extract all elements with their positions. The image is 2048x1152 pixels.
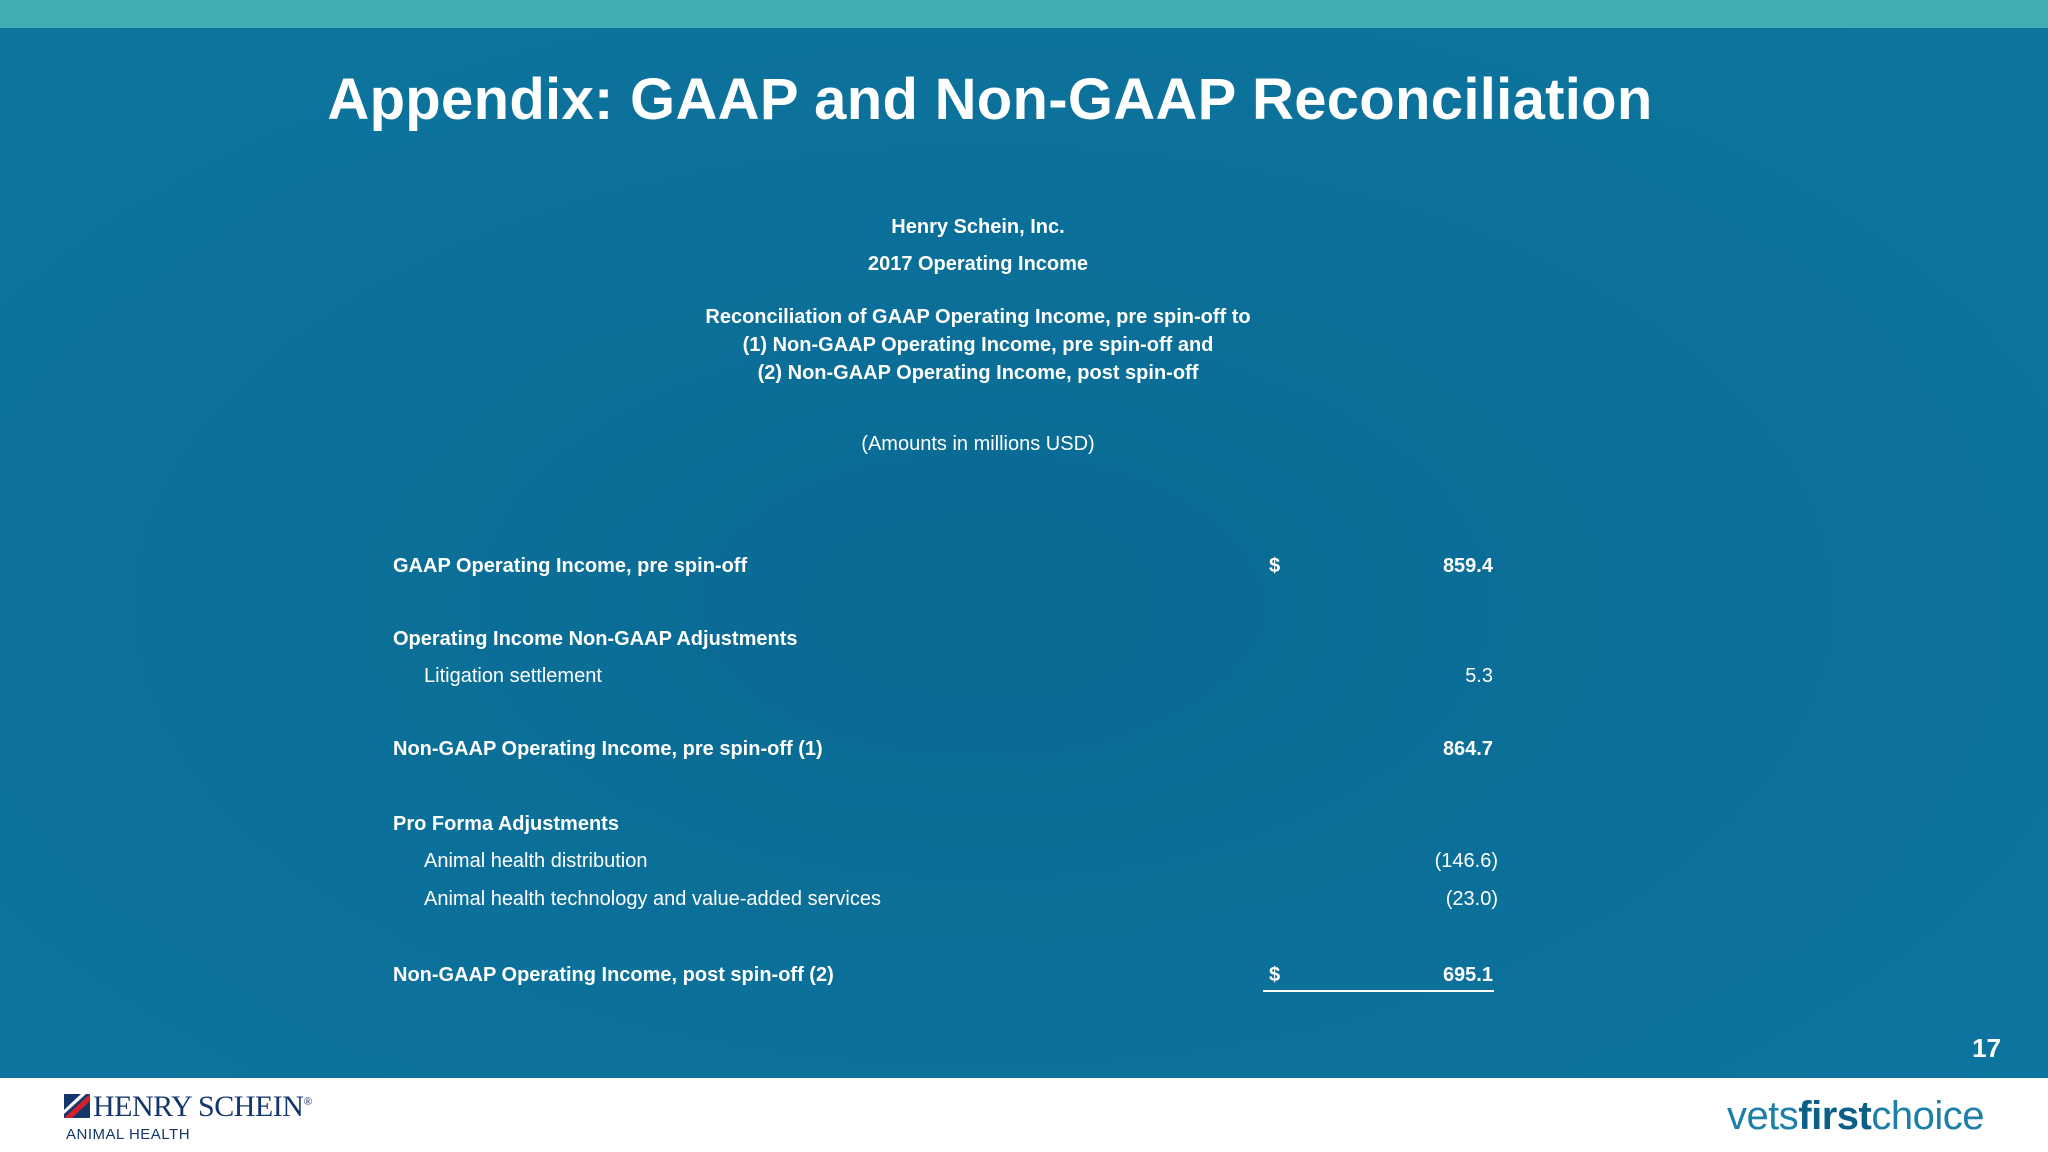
table-row-gaap bbox=[393, 551, 1493, 581]
technology-label: Animal health technology and value-added services bbox=[424, 888, 881, 910]
litigation-label: Litigation settlement bbox=[424, 665, 602, 687]
gaap-value: 859.4 bbox=[1442, 555, 1493, 577]
henry-schein-mark-icon bbox=[64, 1094, 90, 1118]
distribution-value: (146.6) bbox=[1434, 850, 1498, 872]
henry-schein-subtitle: ANIMAL HEALTH bbox=[66, 1126, 191, 1143]
table-row-technology bbox=[393, 884, 1498, 914]
table-row-litigation bbox=[393, 661, 1493, 691]
table-row-distribution bbox=[393, 846, 1498, 876]
litigation-value: 5.3 bbox=[1465, 665, 1493, 687]
table-row-proforma-heading bbox=[393, 809, 1493, 839]
company-name: Henry Schein, Inc. bbox=[891, 216, 1065, 238]
table-row-nongaap-post bbox=[393, 960, 1493, 990]
top-accent-bar bbox=[0, 0, 2048, 28]
table-row-nongaap-pre bbox=[393, 734, 1493, 764]
proforma-heading: Pro Forma Adjustments bbox=[393, 813, 619, 835]
footer bbox=[0, 1078, 2048, 1152]
slide-body bbox=[0, 28, 2048, 1078]
recon-line-2: (1) Non-GAAP Operating Income, pre spin-off and bbox=[742, 334, 1214, 356]
henry-schein-logo bbox=[64, 1088, 324, 1144]
recon-line-1: Reconciliation of GAAP Operating Income, pre spin-off to bbox=[705, 306, 1251, 328]
units-note: (Amounts in millions USD) bbox=[861, 433, 1095, 455]
nongaap-post-currency: $ bbox=[1269, 964, 1281, 986]
page-number: 17 bbox=[1972, 1033, 2001, 1063]
adjustments-heading: Operating Income Non-GAAP Adjustments bbox=[393, 628, 798, 650]
nongaap-post-label: Non-GAAP Operating Income, post spin-off (2) bbox=[393, 964, 834, 986]
gaap-label: GAAP Operating Income, pre spin-off bbox=[393, 555, 748, 577]
gaap-currency: $ bbox=[1269, 555, 1281, 577]
vetsfirstchoice-logo: vetsfirstchoice bbox=[1726, 1094, 1984, 1138]
distribution-label: Animal health distribution bbox=[424, 850, 648, 872]
technology-value: (23.0) bbox=[1445, 888, 1498, 910]
nongaap-post-value: 695.1 bbox=[1442, 964, 1493, 986]
nongaap-pre-label: Non-GAAP Operating Income, pre spin-off (1) bbox=[393, 738, 823, 760]
report-subtitle: 2017 Operating Income bbox=[867, 253, 1089, 275]
table-row-adjustments-heading bbox=[393, 624, 1493, 654]
slide-title: Appendix: GAAP and Non-GAAP Reconciliation bbox=[327, 67, 1653, 132]
recon-line-3: (2) Non-GAAP Operating Income, post spin-off bbox=[757, 362, 1199, 384]
nongaap-pre-value: 864.7 bbox=[1442, 738, 1493, 760]
henry-schein-name: HENRY SCHEIN® bbox=[93, 1090, 313, 1123]
